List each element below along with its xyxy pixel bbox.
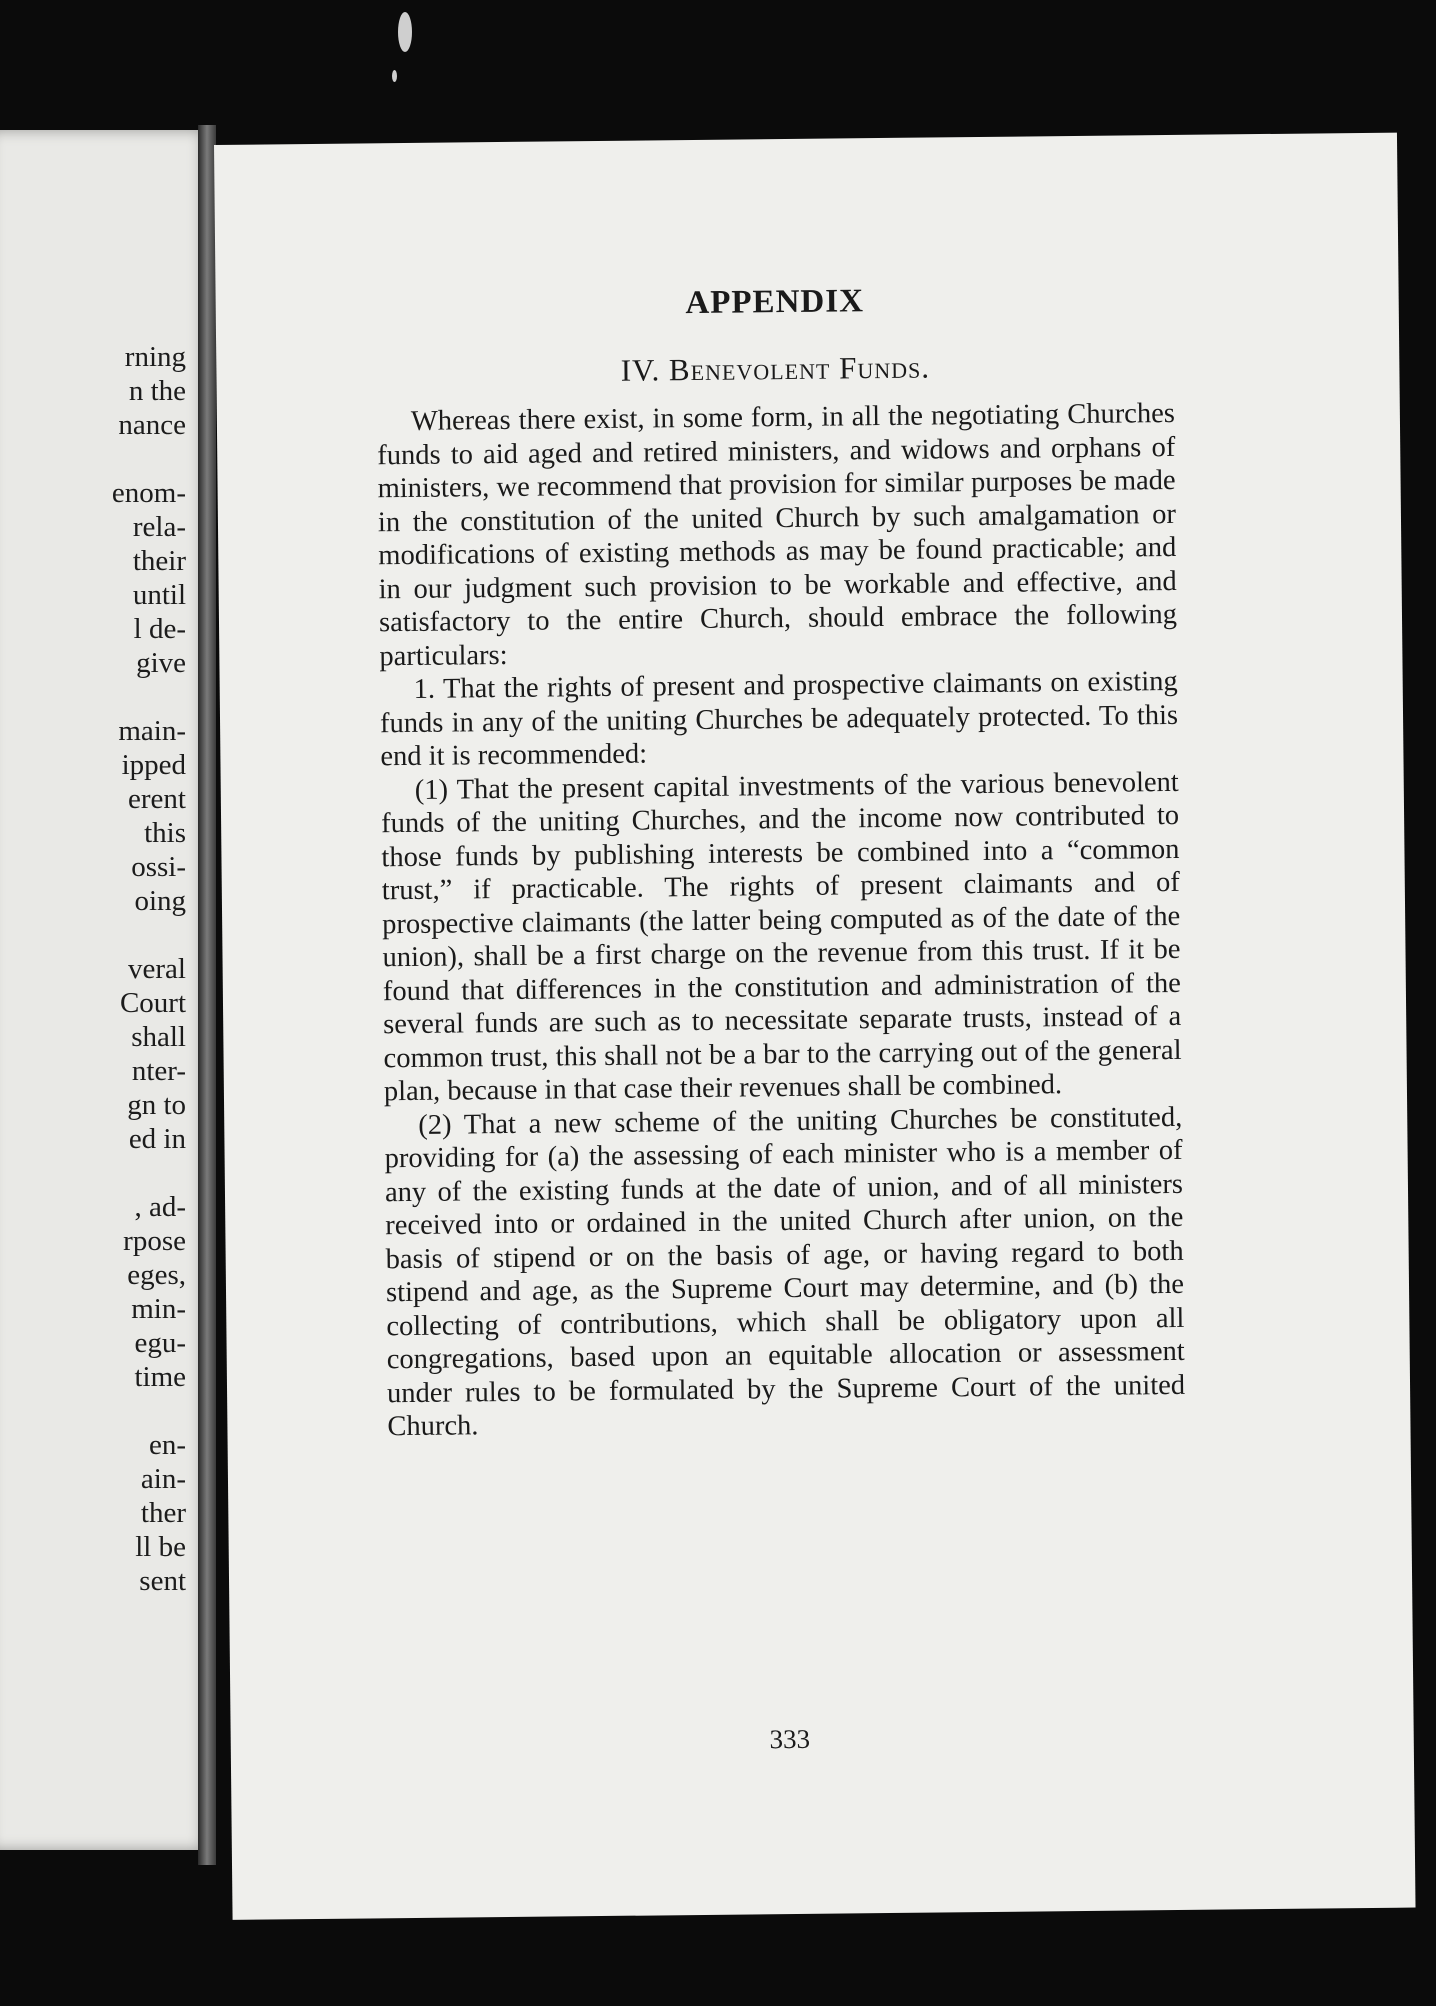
- left-page-line: ll be: [135, 1531, 186, 1563]
- left-page-line: egu-: [134, 1327, 186, 1359]
- scan-artifact: [398, 12, 412, 52]
- left-page-line: eges,: [127, 1259, 186, 1291]
- left-page-line: Court: [119, 987, 186, 1019]
- left-page-line: nance: [118, 409, 186, 441]
- left-page-line: enom-: [111, 477, 186, 509]
- left-page-line: this: [144, 817, 186, 849]
- left-page-line: oing: [134, 885, 186, 917]
- left-page-line: shall: [131, 1021, 186, 1053]
- line-gap: [112, 442, 186, 476]
- left-page-line: min-: [131, 1293, 186, 1325]
- left-page-line: en-: [148, 1429, 186, 1461]
- left-page-line: ed in: [128, 1123, 186, 1155]
- left-page-line: l de-: [133, 613, 186, 645]
- left-page-line: rpose: [123, 1225, 186, 1257]
- line-gap: [112, 1156, 186, 1190]
- left-page-line: nter-: [131, 1055, 186, 1087]
- left-page-line: ipped: [121, 749, 186, 781]
- left-page-line: n the: [128, 375, 186, 407]
- left-page-line: time: [134, 1361, 186, 1393]
- book-spine: [198, 125, 216, 1865]
- left-page-line: erent: [128, 783, 186, 815]
- paragraph-subitem-1: (1) That the present capital investments of the various benevolent funds of the uniting Churches, and the income now contributed to those funds by publishing interests be combined into a “common trust,” if practicable. The rights of present claimants and of prospective claimants (the latter being computed as of the date of the union), shall be a first charge on the revenue from this trust. If it be found that differences in the constitution and administration of the several funds are such as to necessitate separate trusts, instead of a common trust, this shall not be a bar to the carrying out of the general plan, because in that case their revenues shall be combined.: [380, 766, 1182, 1108]
- left-page-line: rning: [124, 341, 186, 373]
- text-block: [376, 280, 1186, 1444]
- left-page-line: give: [136, 647, 186, 679]
- paragraph-subitem-2: (2) That a new scheme of the uniting Churches be constituted, providing for (a) the assessing of each minister who is a member of any of the existing funds at the date of union, and of all ministers received into or ordained in the united Church after union, on the basis of stipend or on the basis of age, or having regard to both stipend and age, as the Supreme Court may determine, and (b) the collecting of contributions, which shall be obligatory upon all congregations, based upon an equitable allocation or assessment under rules to be formulated by the Supreme Court of the united Church.: [384, 1101, 1186, 1443]
- left-page: [0, 130, 212, 1850]
- left-page-line: main-: [118, 715, 186, 747]
- scan-artifact: [392, 70, 397, 82]
- left-page-line: rela-: [132, 511, 186, 543]
- line-gap: [112, 680, 186, 714]
- left-page-text: [112, 340, 186, 1598]
- paragraph-item-1: 1. That the rights of present and prospective claimants on existing funds in any of the uniting Churches be adequately protected. To this end it is recommended:: [379, 665, 1179, 773]
- paragraph-whereas: Whereas there exist, in some form, in all the negotiating Churches funds to aid aged and retired ministers, and widows and orphans of ministers, we recommend that provision for similar purposes be made in the constitution of the united Church by such amalgamation or modifications of existing methods as may be found practicable; and in our judgment such provision to be workable and effective, and satisfactory to the entire Church, should embrace the following particulars:: [377, 397, 1178, 672]
- left-page-line: ain-: [140, 1463, 186, 1495]
- left-page-line: until: [132, 579, 186, 611]
- left-page-line: sent: [139, 1565, 186, 1597]
- left-page-line: ther: [140, 1497, 186, 1529]
- right-page: [214, 133, 1416, 1920]
- page-number: 333: [769, 1723, 811, 1755]
- left-page-line: , ad-: [134, 1191, 186, 1223]
- left-page-line: veral: [128, 953, 186, 985]
- left-page-line: their: [132, 545, 186, 577]
- appendix-heading: APPENDIX: [685, 283, 865, 322]
- section-title: IV. Benevolent Funds.: [620, 349, 931, 388]
- line-gap: [112, 918, 186, 952]
- line-gap: [112, 1394, 186, 1428]
- left-page-line: ossi-: [131, 851, 186, 883]
- left-page-line: gn to: [127, 1089, 186, 1121]
